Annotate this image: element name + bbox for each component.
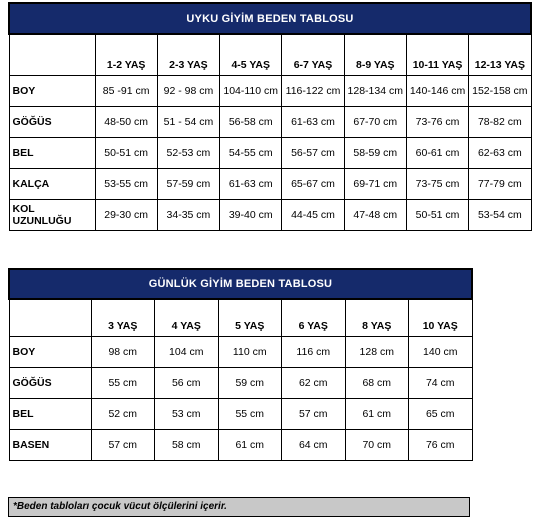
table-cell: 110 cm <box>218 337 282 368</box>
row-label: BEL <box>9 399 91 430</box>
table-row <box>9 399 472 430</box>
table-cell: 57 cm <box>282 399 346 430</box>
table-cell: 61 cm <box>218 430 282 461</box>
table-cell: 73-76 cm <box>406 107 468 138</box>
table-row <box>9 200 531 231</box>
row-label: GÖĞÜS <box>9 107 95 138</box>
table-cell: 55 cm <box>218 399 282 430</box>
daywear-table-title: GÜNLÜK GİYİM BEDEN TABLOSU <box>9 269 472 299</box>
column-header: 5 YAŞ <box>218 299 282 337</box>
table-cell: 56 cm <box>155 368 219 399</box>
table-cell: 51 - 54 cm <box>157 107 219 138</box>
table-cell: 55 cm <box>91 368 155 399</box>
table-cell: 60-61 cm <box>406 138 468 169</box>
table-cell: 65 cm <box>409 399 473 430</box>
table-cell: 152-158 cm <box>469 76 531 107</box>
table-cell: 104-110 cm <box>220 76 282 107</box>
table-cell: 116 cm <box>282 337 346 368</box>
table-cell: 76 cm <box>409 430 473 461</box>
column-header: 4-5 YAŞ <box>220 34 282 76</box>
column-header: 4 YAŞ <box>155 299 219 337</box>
column-header: 8 YAŞ <box>345 299 409 337</box>
table-cell: 59 cm <box>218 368 282 399</box>
table-row <box>9 430 472 461</box>
table-cell: 98 cm <box>91 337 155 368</box>
table-cell: 68 cm <box>345 368 409 399</box>
table-cell: 62 cm <box>282 368 346 399</box>
sleepwear-size-table-container <box>8 2 532 231</box>
table-cell: 67-70 cm <box>344 107 406 138</box>
table-cell: 61-63 cm <box>220 169 282 200</box>
table-row <box>9 368 472 399</box>
row-label: BOY <box>9 337 91 368</box>
corner-cell <box>9 299 91 337</box>
table-cell: 52 cm <box>91 399 155 430</box>
table-cell: 57 cm <box>91 430 155 461</box>
corner-cell <box>9 34 95 76</box>
row-label: BASEN <box>9 430 91 461</box>
table-cell: 50-51 cm <box>95 138 157 169</box>
table-cell: 128-134 cm <box>344 76 406 107</box>
table-cell: 69-71 cm <box>344 169 406 200</box>
daywear-header-row <box>9 299 472 337</box>
table-cell: 73-75 cm <box>406 169 468 200</box>
table-cell: 61-63 cm <box>282 107 344 138</box>
table-cell: 78-82 cm <box>469 107 531 138</box>
row-label: BOY <box>9 76 95 107</box>
row-label: BEL <box>9 138 95 169</box>
table-cell: 39-40 cm <box>220 200 282 231</box>
table-cell: 140-146 cm <box>406 76 468 107</box>
table-cell: 74 cm <box>409 368 473 399</box>
table-cell: 34-35 cm <box>157 200 219 231</box>
column-header: 6 YAŞ <box>282 299 346 337</box>
column-header: 12-13 YAŞ <box>469 34 531 76</box>
table-cell: 47-48 cm <box>344 200 406 231</box>
table-cell: 62-63 cm <box>469 138 531 169</box>
table-cell: 50-51 cm <box>406 200 468 231</box>
table-cell: 57-59 cm <box>157 169 219 200</box>
daywear-size-table-container <box>8 268 473 461</box>
table-cell: 48-50 cm <box>95 107 157 138</box>
table-row <box>9 138 531 169</box>
table-cell: 140 cm <box>409 337 473 368</box>
table-cell: 54-55 cm <box>220 138 282 169</box>
footnote: *Beden tabloları çocuk vücut ölçülerini içerir. <box>8 497 470 517</box>
table-cell: 85 -91 cm <box>95 76 157 107</box>
sleepwear-table-title: UYKU GİYİM BEDEN TABLOSU <box>9 3 531 34</box>
column-header: 8-9 YAŞ <box>344 34 406 76</box>
table-cell: 61 cm <box>345 399 409 430</box>
table-cell: 104 cm <box>155 337 219 368</box>
table-cell: 116-122 cm <box>282 76 344 107</box>
row-label: GÖĞÜS <box>9 368 91 399</box>
table-cell: 64 cm <box>282 430 346 461</box>
table-cell: 52-53 cm <box>157 138 219 169</box>
table-row <box>9 337 472 368</box>
table-cell: 53-55 cm <box>95 169 157 200</box>
table-cell: 58 cm <box>155 430 219 461</box>
column-header: 10 YAŞ <box>409 299 473 337</box>
sleepwear-header-row <box>9 34 531 76</box>
table-row <box>9 107 531 138</box>
table-cell: 29-30 cm <box>95 200 157 231</box>
table-cell: 53-54 cm <box>469 200 531 231</box>
column-header: 2-3 YAŞ <box>157 34 219 76</box>
table-cell: 56-57 cm <box>282 138 344 169</box>
table-cell: 53 cm <box>155 399 219 430</box>
table-row <box>9 169 531 200</box>
table-cell: 128 cm <box>345 337 409 368</box>
table-cell: 56-58 cm <box>220 107 282 138</box>
daywear-size-table <box>8 268 473 461</box>
table-cell: 92 - 98 cm <box>157 76 219 107</box>
table-cell: 44-45 cm <box>282 200 344 231</box>
sleepwear-size-table <box>8 2 532 231</box>
column-header: 6-7 YAŞ <box>282 34 344 76</box>
column-header: 10-11 YAŞ <box>406 34 468 76</box>
table-cell: 58-59 cm <box>344 138 406 169</box>
row-label: KOL UZUNLUĞU <box>9 200 95 231</box>
row-label: KALÇA <box>9 169 95 200</box>
table-cell: 70 cm <box>345 430 409 461</box>
table-row <box>9 76 531 107</box>
table-cell: 77-79 cm <box>469 169 531 200</box>
column-header: 1-2 YAŞ <box>95 34 157 76</box>
table-cell: 65-67 cm <box>282 169 344 200</box>
column-header: 3 YAŞ <box>91 299 155 337</box>
